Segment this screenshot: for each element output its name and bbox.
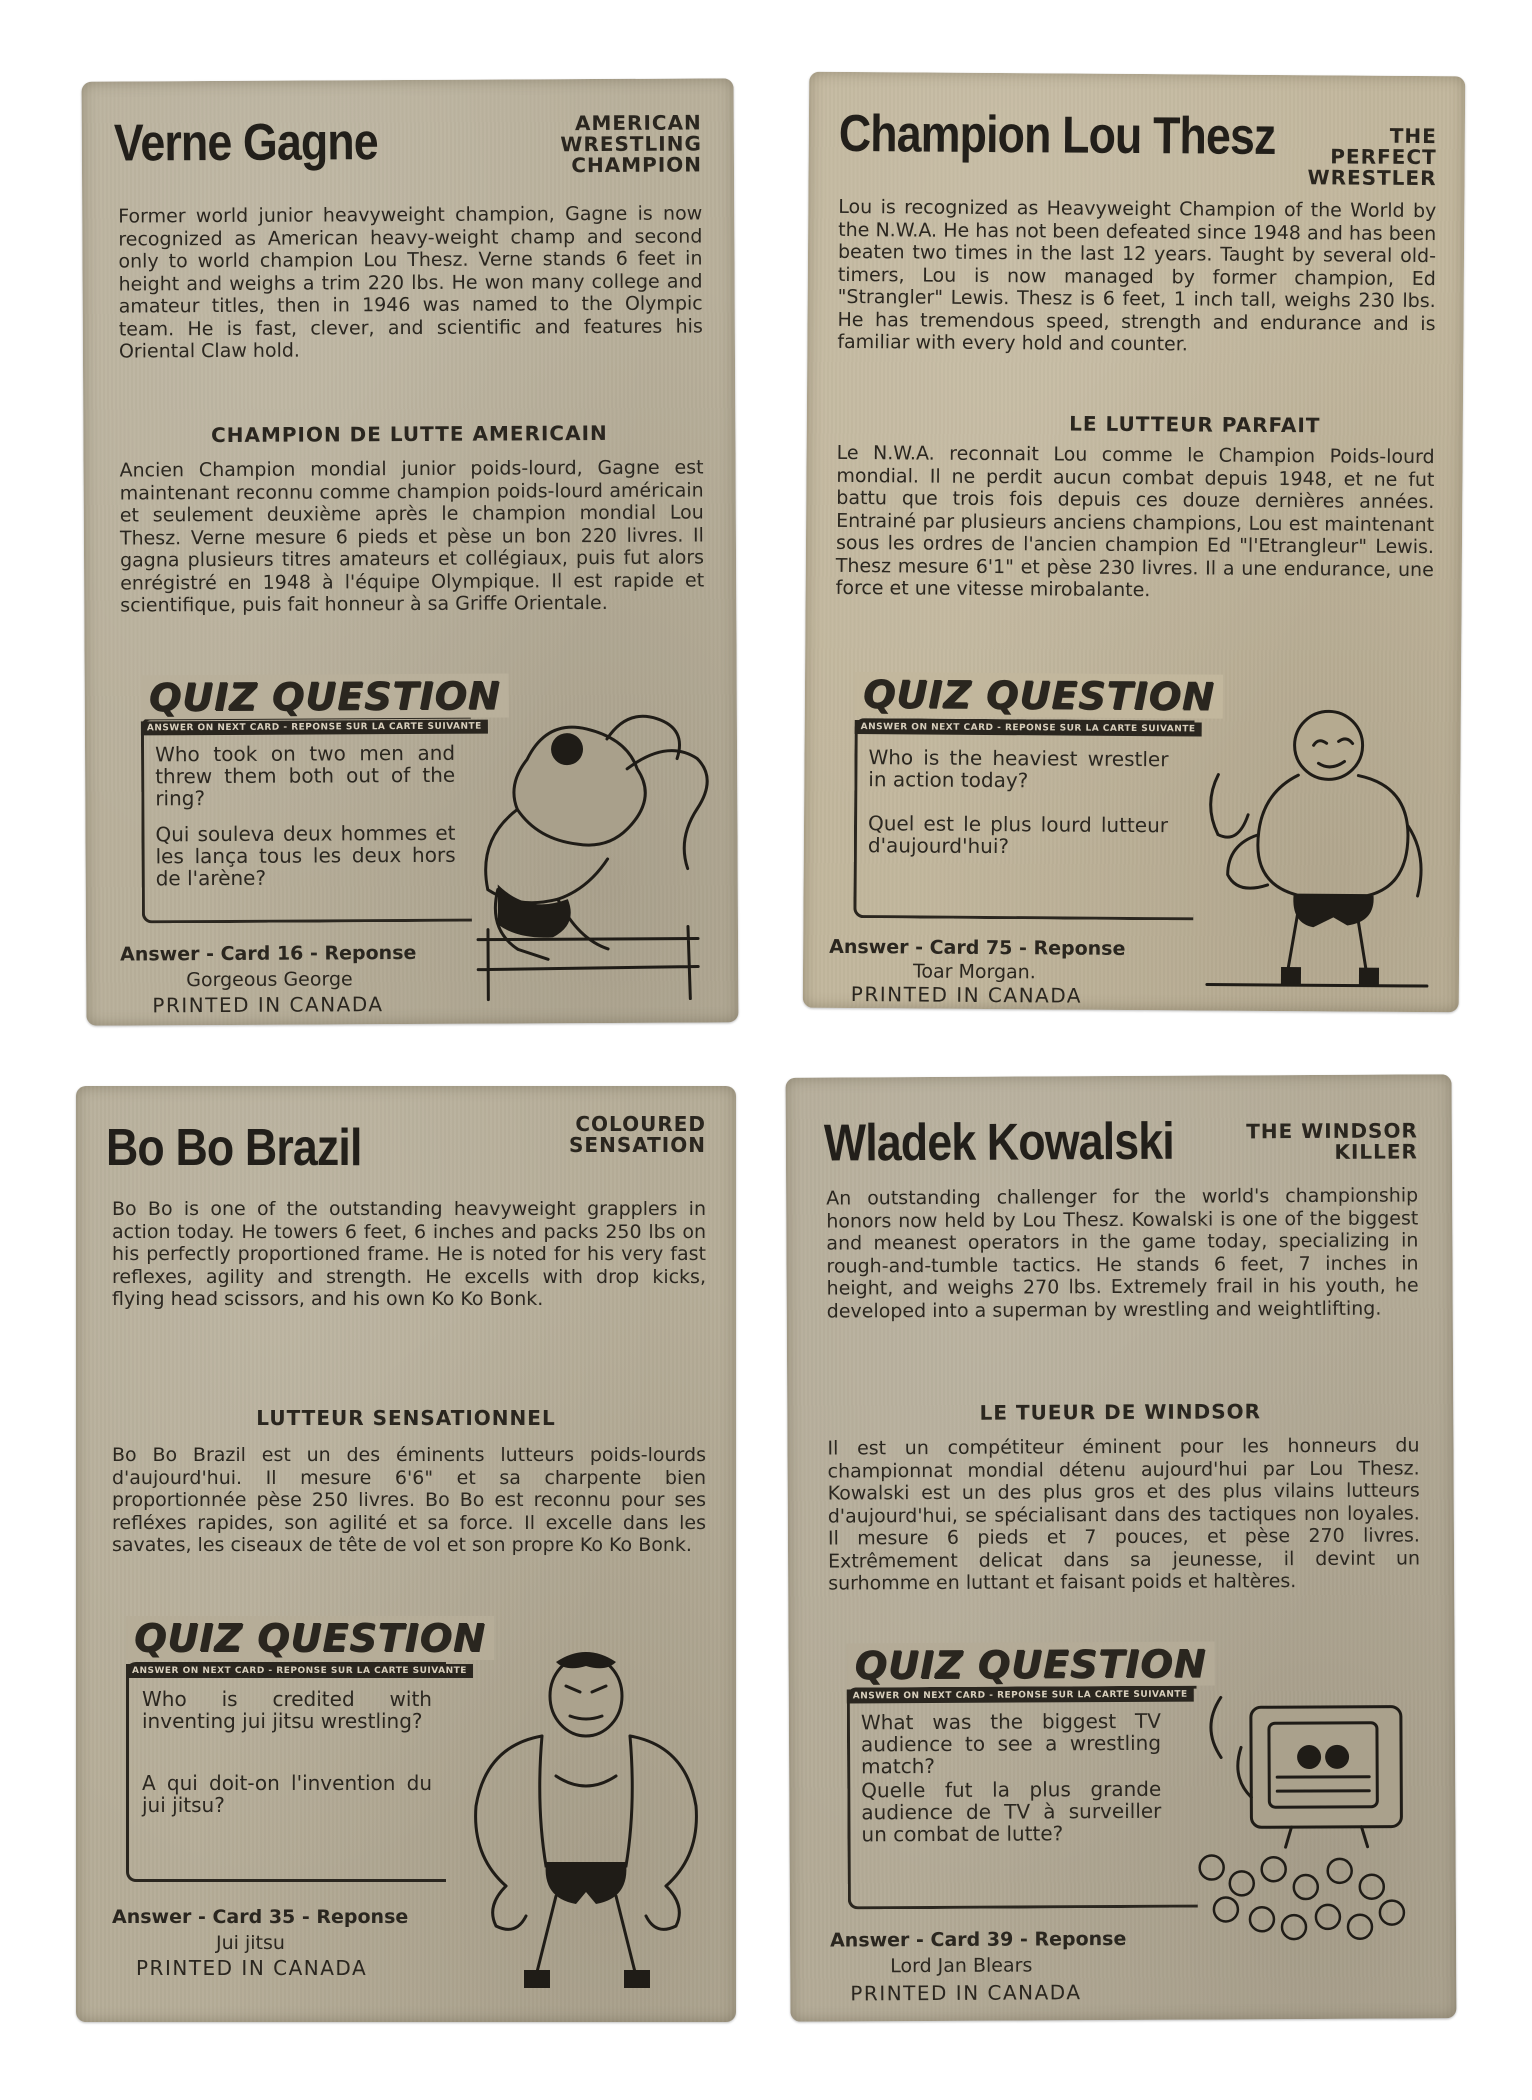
bio-en: Bo Bo is one of the outstanding heavyweight grapplers in action today. He towers 6 feet, 6 inches and packs 250 lbs on his perfectly proportioned frame. He is noted for his very fast reflexes, agility and strength. He excells with drop kicks, flying head scissors, and his own Ko Ko Bonk. (112, 1198, 706, 1310)
quiz-question-fr: Quel est le plus lourd lutteur d'aujourd'hui? (867, 811, 1169, 859)
bio-en: An outstanding challenger for the world's championship honors now held by Lou Thesz. Kowalski is one of the biggest and meanest operators in the game today, specializing in rough-and-tumble tactics. He stands 6 feet, 7 inches in height, and weighs 270 lbs. Extremely frail in his youth, he developed into a superman by wrestling and weightlifting. (826, 1184, 1419, 1323)
wrestler-title-fr: CHAMPION DE LUTTE AMERICAIN (210, 420, 608, 448)
wrestler-title-en: THE WINDSOR KILLER (1246, 1118, 1418, 1164)
quiz-question-en: Who is the heaviest wrestler in action today? (868, 745, 1169, 793)
quiz-question-en: What was the biggest TV audience to see a wrestling match? (860, 1708, 1162, 1779)
quiz-subheader: ANSWER ON NEXT CARD - REPONSE SUR LA CARTE SUIVANTE (855, 720, 1202, 736)
trading-card-bo-bo-brazil (76, 1086, 736, 2022)
answer-name: Toar Morgan. (912, 960, 1036, 984)
wrestler-title-en: AMERICAN WRESTLING CHAMPION (560, 110, 703, 178)
heavyweight-wrestler-icon (1197, 684, 1439, 1006)
trading-card-verne-gagne (82, 78, 739, 1025)
wrestler-lifting-opponent-icon (457, 698, 727, 1013)
printed-in-canada: PRINTED IN CANADA (850, 982, 1083, 1008)
bio-en: Lou is recognized as Heavyweight Champion of the World by the N.W.A. He has not been defeated since 1948 and has been beaten two times in the last 12 years. Taught by several old-timers, Lou is now managed by former champion, Ed "Strangler" Lewis. Thesz is 6 feet, 1 inch tall, weighs 230 lbs. He has tremendous speed, strength and endurance and is familiar with every hold and counter. (837, 195, 1437, 356)
quiz-question-en: Who took on two men and threw them both out of the ring? (154, 740, 456, 811)
answer-card-line: Answer - Card 75 - Reponse (829, 935, 1126, 960)
bio-en: Former world junior heavyweight champion, Gagne is now recognized as American heavy-weight champ and second only to world champion Lou Thesz. Verne stands 6 feet in height and weighs a trim 220 lbs. He won many college and amateur titles, then in 1946 was named to the Olympic team. He is fast, clever, and scientific and features his Oriental Claw hold. (118, 202, 703, 363)
wrestler-title-fr: LUTTEUR SENSATIONNEL (256, 1406, 556, 1430)
wrestler-title-en: THE PERFECT WRESTLER (1307, 123, 1437, 191)
wrestler-name: Champion Lou Thesz (838, 104, 1276, 166)
quiz-question-fr: Quelle fut la plus grande audience de TV à surveiller un combat de lutte? (861, 1776, 1162, 1847)
printed-in-canada: PRINTED IN CANADA (152, 992, 384, 1018)
quiz-header: QUIZ QUESTION (846, 1642, 1214, 1688)
answer-name: Lord Jan Blears (890, 1954, 1033, 1978)
answer-name: Jui jitsu (216, 1932, 285, 1954)
printed-in-canada: PRINTED IN CANADA (850, 1980, 1082, 2006)
wrestler-title-fr: LE TUEUR DE WINDSOR (979, 1399, 1262, 1425)
answer-name: Gorgeous George (186, 968, 353, 992)
muscular-wrestler-icon (446, 1636, 716, 2016)
quiz-subheader: ANSWER ON NEXT CARD - REPONSE SUR LA CARTE SUIVANTE (126, 1664, 473, 1678)
bio-fr: Il est un compétiteur éminent pour les honneurs du championnat mondial détenu aujourd'hui par Lou Thesz. Kowalski est un des plus gros et des plus vilains lutteurs d'aujourd'hui, se spécialisant dans des tactiques non loyales. Il mesure 6 pieds et 7 pouces, et pèse 270 livres. Extrêmement delicat dans sa jeunesse, il devint un surhomme en luttant et faisant poids et haltères. (827, 1434, 1421, 1595)
printed-in-canada: PRINTED IN CANADA (136, 1956, 368, 1980)
quiz-subheader: ANSWER ON NEXT CARD - REPONSE SUR LA CARTE SUIVANTE (847, 1688, 1194, 1704)
quiz-question-fr: Qui souleva deux hommes et les lança tous les deux hors de l'arène? (155, 820, 456, 891)
wrestler-name: Bo Bo Brazil (106, 1119, 362, 1177)
quiz-question-fr: A qui doit-on l'invention du jui jitsu? (142, 1771, 432, 1817)
quiz-question-en: Who is credited with inventing jui jitsu wrestling? (142, 1687, 432, 1733)
wrestler-name: Wladek Kowalski (823, 1112, 1174, 1173)
answer-card-line: Answer - Card 16 - Reponse (120, 941, 417, 966)
bio-fr: Bo Bo Brazil est un des éminents lutteurs poids-lourds d'aujourd'hui. Il mesure 6'6" et sa charpente bien proportionnée pèse 250 livres. Bo Bo est reconnu pour ses refléxes rapides, son agilité et sa force. Il excelle dans les savates, les ciseaux de tête de vol et son propre Ko Ko Bonk. (112, 1444, 706, 1556)
wrestler-title-fr: LE LUTTEUR PARFAIT (1069, 411, 1321, 438)
quiz-header: QUIZ QUESTION (855, 672, 1223, 719)
wrestler-name: Verne Gagne (113, 113, 378, 173)
trading-card-lou-thesz (803, 72, 1466, 1013)
quiz-subheader: ANSWER ON NEXT CARD - REPONSE SUR LA CARTE SUIVANTE (141, 720, 488, 736)
television-audience-icon (1181, 1686, 1428, 1957)
wrestler-title-en: COLOURED SENSATION (569, 1112, 706, 1157)
bio-fr: Le N.W.A. reconnait Lou comme le Champion Poids-lourd mondial. Il ne perdit aucun combat depuis 1948, et ne fut battu que trois fois depuis ces douze dernières années. Entrainé par plusieurs anciens champions, Lou est maintenant sous les ordres de l'ancien champion Ed "l'Etrangleur" Lewis. Thesz mesure 6'1" et pèse 230 livres. Il a une endurance, une force et une vitesse mirobalante. (835, 441, 1435, 602)
quiz-header: QUIZ QUESTION (126, 1616, 494, 1660)
answer-card-line: Answer - Card 35 - Reponse (112, 1906, 409, 1928)
answer-card-line: Answer - Card 39 - Reponse (829, 1927, 1127, 1952)
bio-fr: Ancien Champion mondial junior poids-lourd, Gagne est maintenant reconnu comme champion poids-lourd américain et seulement deuxième après le champion mondial Lou Thesz. Verne mesure 6 pieds et pèse un bon 220 livres. Il gagna plusieurs titres amateurs et collégiaux, puis fut alors enrégistré en 1948 à l'équipe Olympique. Il est rapide et scientifique, puis fait honneur à sa Griffe Orientale. (119, 456, 705, 617)
quiz-header: QUIZ QUESTION (141, 673, 509, 719)
trading-card-wladek-kowalski (786, 1074, 1457, 2021)
